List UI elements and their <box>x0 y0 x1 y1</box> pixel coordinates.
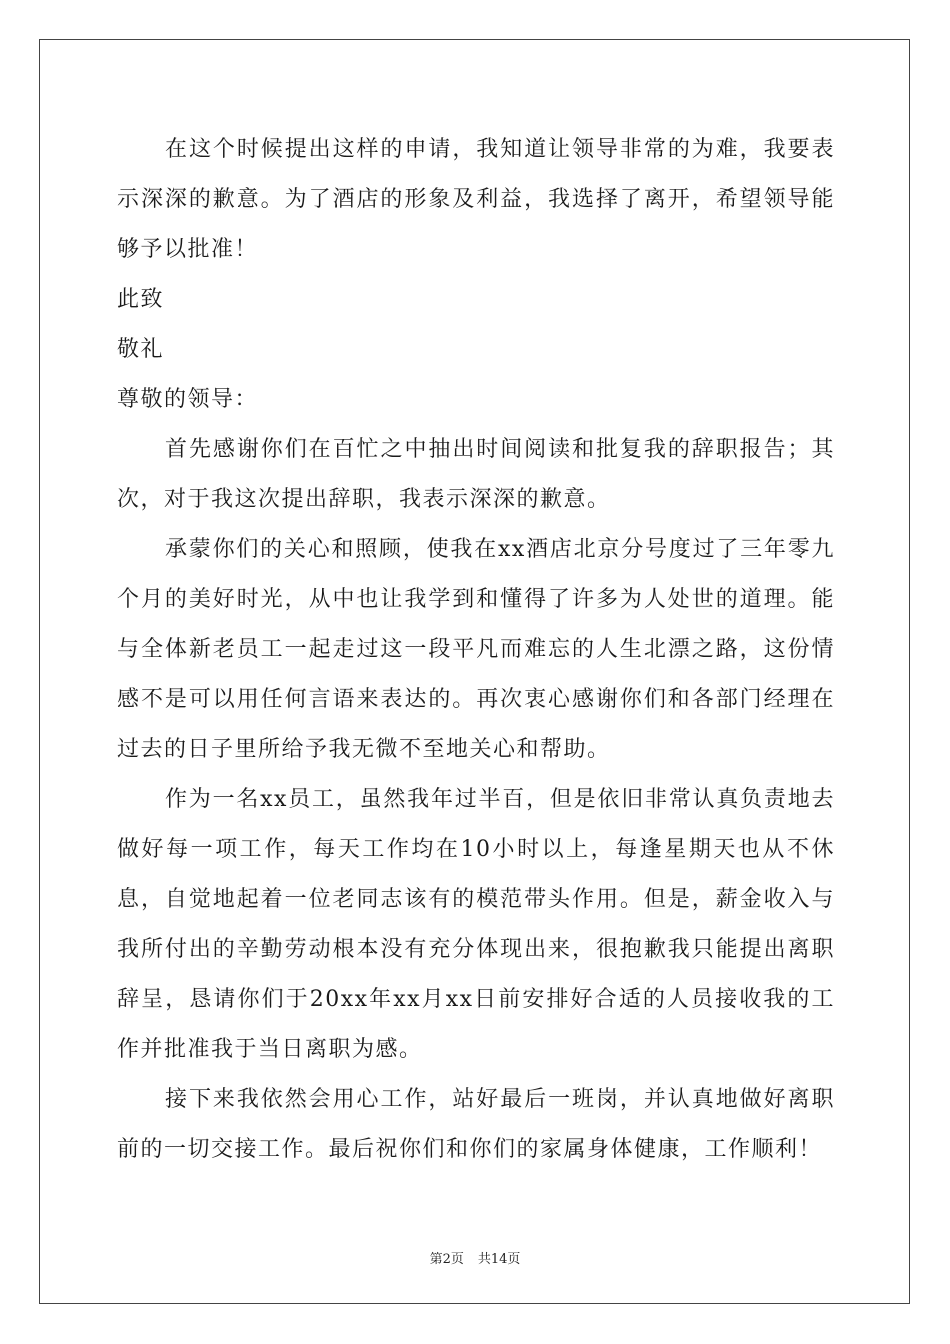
paragraph-thanks: 首先感谢你们在百忙之中抽出时间阅读和批复我的辞职报告；其次，对于我这次提出辞职，我表示深深的歉意。 <box>117 437 835 512</box>
page-footer <box>0 1248 950 1267</box>
paragraph-apology: 在这个时候提出这样的申请，我知道让领导非常的为难，我要表示深深的歉意。为了酒店的形象及利益，我选择了离开，希望领导能够予以批准！ <box>117 137 835 262</box>
letter-body <box>117 125 835 1175</box>
paragraph-gratitude: 承蒙你们的关心和照顾，使我在xx酒店北京分号度过了三年零九个月的美好时光，从中也让我学到和懂得了许多为人处世的道理。能与全体新老员工一起走过这一段平凡而难忘的人生北漂之路，这份情感不是可以用任何言语来表达的。再次衷心感谢你们和各部门经理在过去的日子里所给予我无微不至地关心和帮助。 <box>117 537 835 762</box>
paragraph-closing: 接下来我依然会用心工作，站好最后一班岗，并认真地做好离职前的一切交接工作。最后祝你们和你们的家属身体健康，工作顺利！ <box>117 1087 835 1162</box>
page-total: 共14页 <box>477 1252 521 1267</box>
paragraph-reason: 作为一名xx员工，虽然我年过半百，但是依旧非常认真负责地去做好每一项工作，每天工作均在10小时以上，每逢星期天也从不休息，自觉地起着一位老同志该有的模范带头作用。但是，薪金收入与我所付出的辛勤劳动根本没有充分体现出来，很抱歉我只能提出离职辞呈，恳请你们于20xx年xx月xx日前安排好合适的人员接收我的工作并批准我于当日离职为感。 <box>117 787 835 1062</box>
closing-salutation-1: 此致 <box>117 287 165 312</box>
closing-salutation-2: 敬礼 <box>117 337 165 362</box>
letter-greeting: 尊敬的领导： <box>117 387 259 412</box>
page-number: 第2页 <box>429 1252 464 1267</box>
